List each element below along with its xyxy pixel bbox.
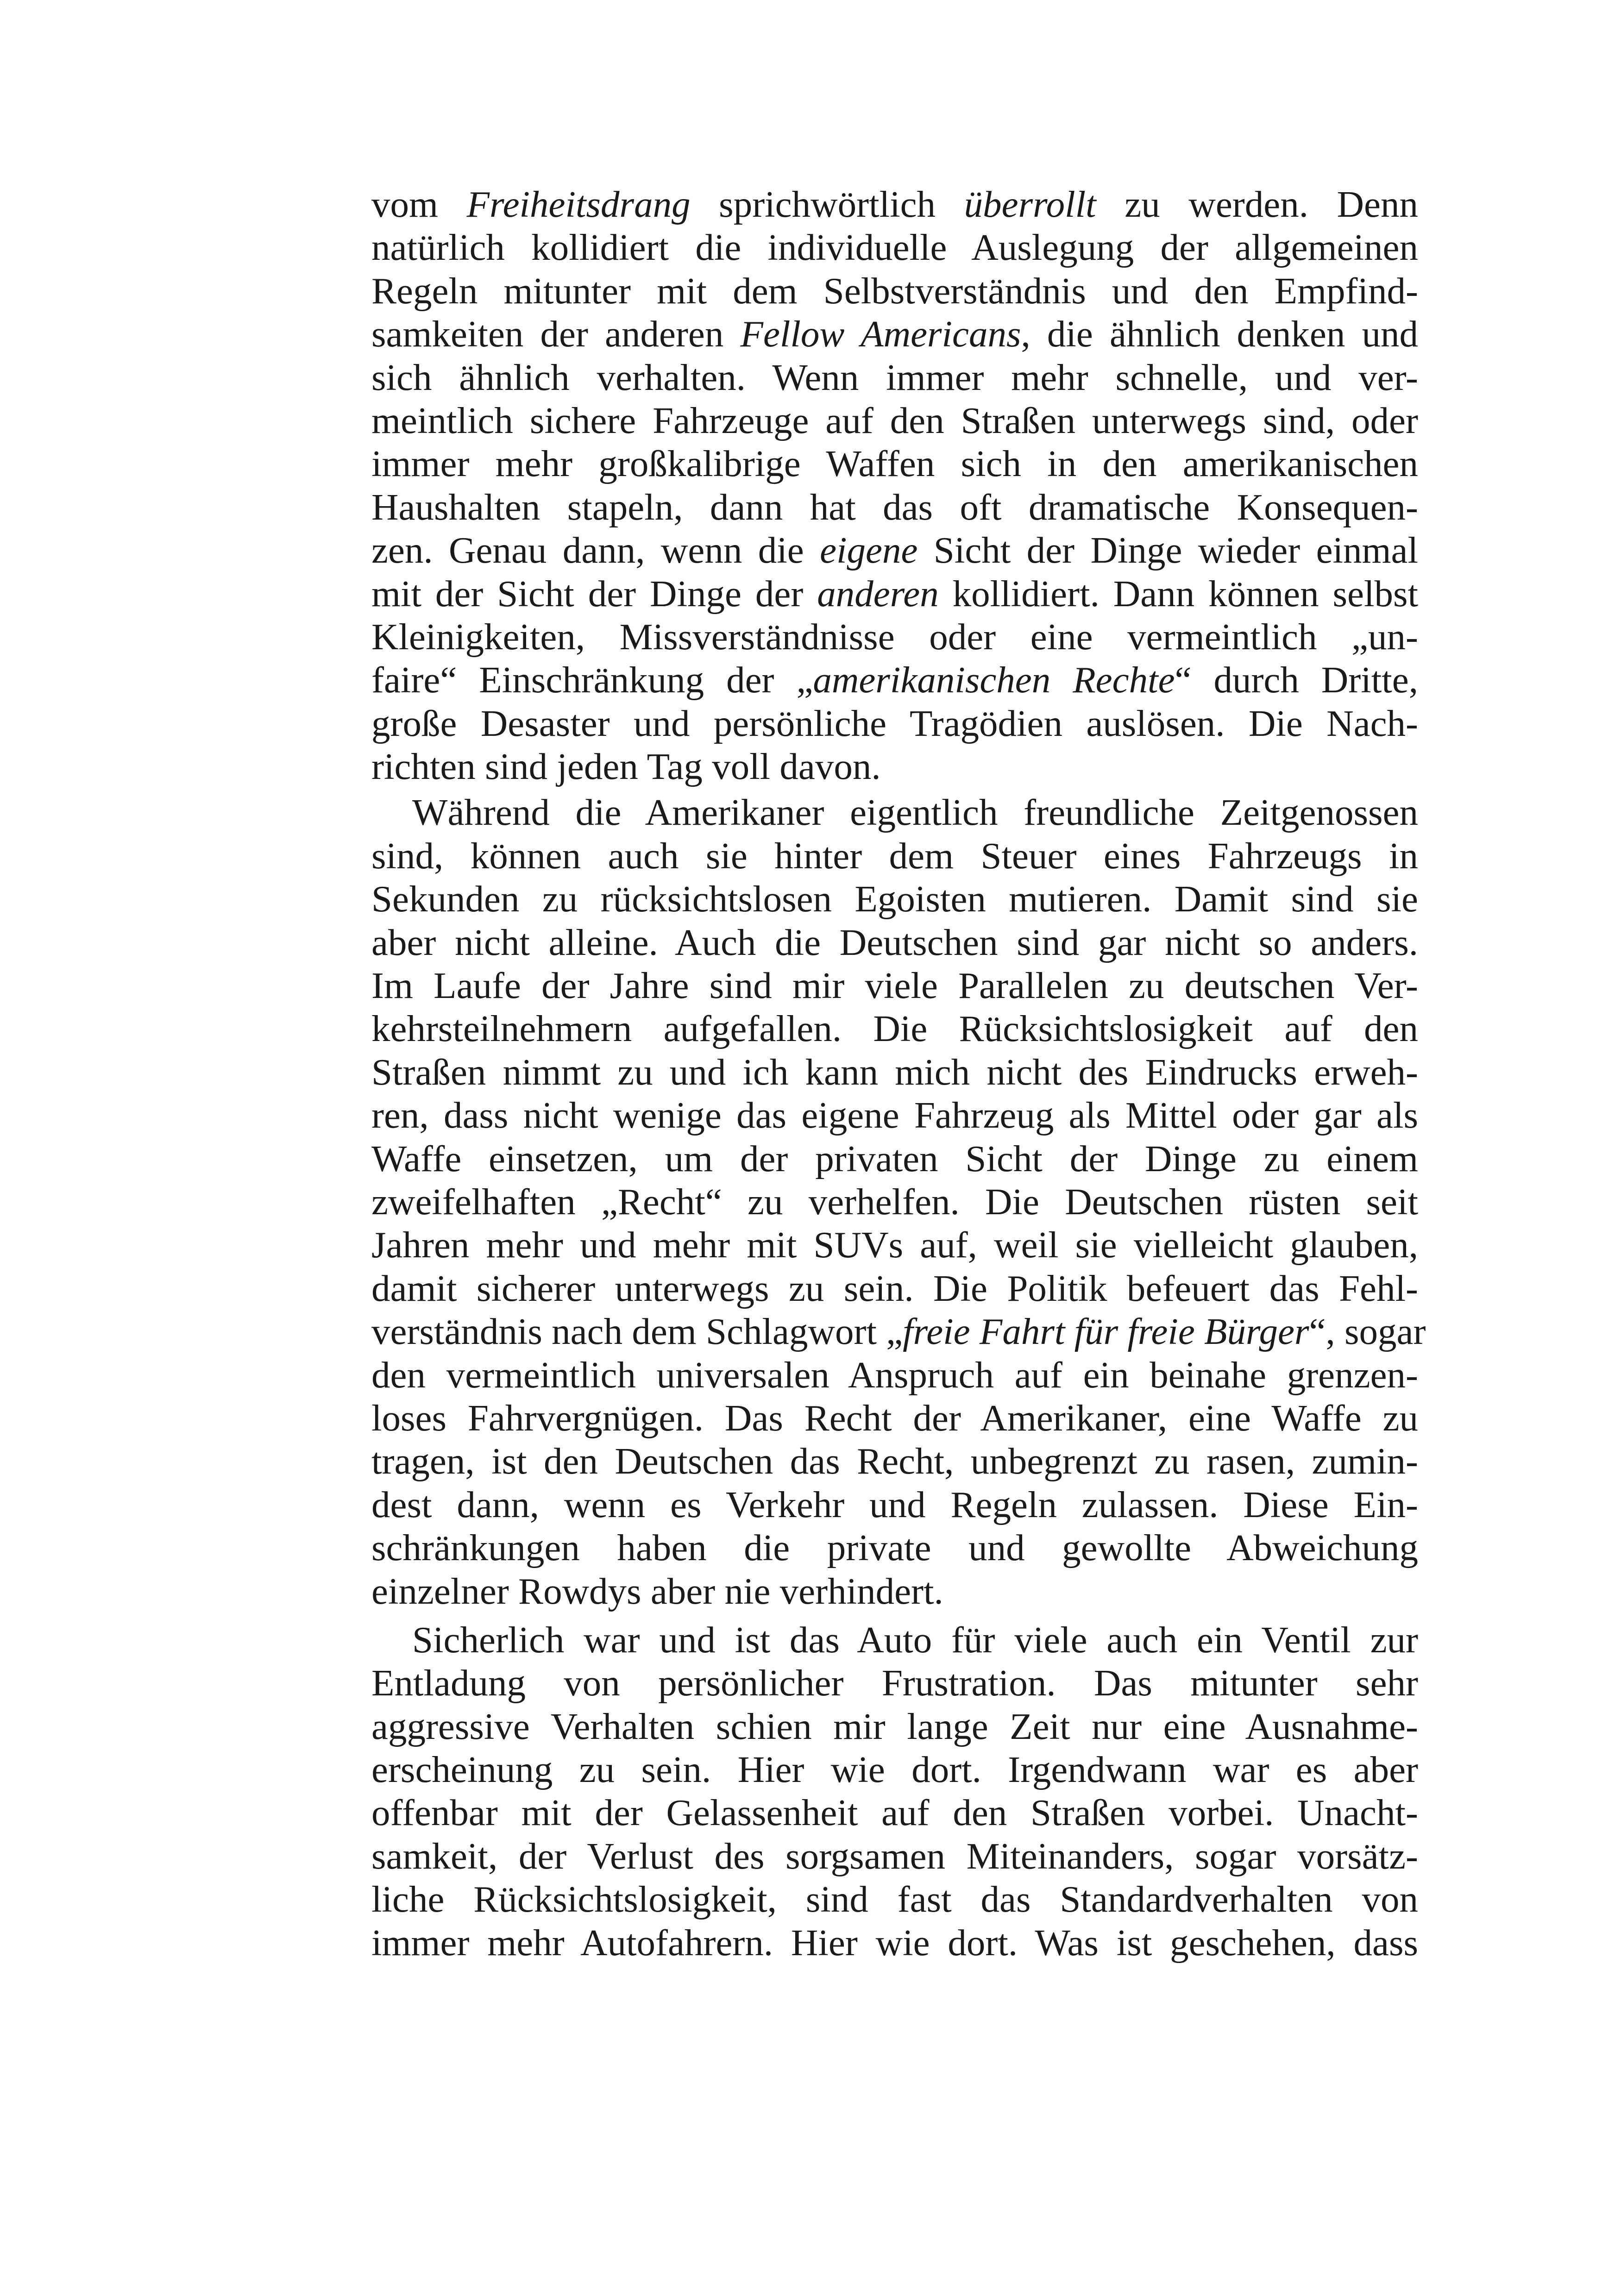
- text-line: [371, 1526, 1418, 1569]
- text-run: loses Fahrvergnügen. Das Recht der Amerikaner, eine Waffe zu: [371, 1397, 1418, 1439]
- text-line: [371, 1921, 1418, 1964]
- text-run: Sekunden zu rücksichtslosen Egoisten mutieren. Damit sind sie: [371, 878, 1418, 920]
- italic-run: amerikanischen Rechte: [813, 659, 1175, 701]
- text-run: Regeln mitunter mit dem Selbstverständnis und den Empfind-: [371, 270, 1418, 312]
- italic-run: Freiheitsdrang: [466, 183, 691, 225]
- text-line: [371, 572, 1418, 615]
- text-run: tragen, ist den Deutschen das Recht, unbegrenzt zu rasen, zumin-: [371, 1440, 1418, 1482]
- italic-run: überrollt: [964, 183, 1096, 225]
- text-run: sich ähnlich verhalten. Wenn immer mehr schnelle, und ver-: [371, 356, 1418, 398]
- italic-run: Fellow Americans: [740, 313, 1021, 355]
- text-line: [371, 1705, 1418, 1748]
- text-run: natürlich kollidiert die individuelle Auslegung der allgemeinen: [371, 226, 1418, 269]
- text-line: [371, 399, 1418, 442]
- text-line: [371, 1007, 1418, 1050]
- text-line: [371, 1791, 1418, 1834]
- paragraph: [371, 183, 1418, 788]
- text-run: Jahren mehr und mehr mit SUVs auf, weil sie vielleicht glauben,: [371, 1224, 1418, 1266]
- text-line: [371, 1354, 1418, 1397]
- text-line: [371, 1180, 1418, 1223]
- italic-run: eigene: [820, 529, 918, 571]
- text-line: [371, 529, 1418, 572]
- paragraph: [371, 791, 1426, 1612]
- text-run: Haushalten stapeln, dann hat das oft dramatische Konsequen-: [371, 486, 1418, 528]
- text-run: sprichwörtlich: [690, 183, 964, 225]
- text-line: [371, 1662, 1418, 1705]
- text-line: [371, 183, 1418, 226]
- text-run: den vermeintlich universalen Anspruch auf ein beinahe grenzen-: [371, 1354, 1418, 1396]
- text-line: [371, 1440, 1418, 1483]
- text-run: verständnis nach dem Schlagwort „: [371, 1311, 903, 1353]
- text-run: richten sind jeden Tag voll davon.: [371, 746, 881, 788]
- text-run: damit sicherer unterwegs zu sein. Die Politik befeuert das Fehl-: [371, 1267, 1418, 1309]
- text-line: [371, 1051, 1418, 1094]
- text-run: dest dann, wenn es Verkehr und Regeln zulassen. Diese Ein-: [371, 1483, 1418, 1525]
- text-line: [371, 1748, 1418, 1791]
- text-line: [371, 1483, 1418, 1526]
- text-run: immer mehr großkalibrige Waffen sich in den amerikanischen: [371, 443, 1418, 485]
- text-run: einzelner Rowdys aber nie verhindert.: [371, 1570, 943, 1612]
- text-line: [371, 1094, 1418, 1137]
- text-line: [371, 442, 1418, 485]
- text-run: erscheinung zu sein. Hier wie dort. Irgendwann war es aber: [371, 1749, 1418, 1791]
- text-run: Im Laufe der Jahre sind mir viele Parallelen zu deutschen Ver-: [371, 965, 1418, 1007]
- text-line: [371, 745, 1418, 788]
- text-run: Während die Amerikaner eigentlich freundliche Zeitgenossen: [412, 791, 1418, 834]
- text-run: sind, können auch sie hinter dem Steuer eines Fahrzeugs in: [371, 834, 1418, 877]
- text-run: mit der Sicht der Dinge der: [371, 572, 817, 615]
- text-run: samkeiten der anderen: [371, 313, 741, 355]
- text-run: , die ähnlich denken und: [1021, 313, 1418, 355]
- text-line: [371, 313, 1418, 356]
- text-run: faire“ Einschränkung der „: [371, 659, 813, 701]
- text-run: Waffe einsetzen, um der privaten Sicht der Dinge zu einem: [371, 1137, 1418, 1179]
- text-line: [371, 702, 1418, 745]
- text-run: aber nicht alleine. Auch die Deutschen sind gar nicht so anders.: [371, 921, 1418, 963]
- text-line: [371, 1618, 1418, 1662]
- text-line: [371, 1397, 1418, 1440]
- text-line: [371, 1267, 1418, 1310]
- text-line: [371, 270, 1418, 313]
- paragraph: [371, 1618, 1418, 1964]
- text-line: [371, 834, 1418, 878]
- text-line: [371, 1570, 1418, 1613]
- italic-run: anderen: [817, 572, 939, 615]
- text-line: [371, 1878, 1418, 1921]
- text-run: zweifelhaften „Recht“ zu verhelfen. Die Deutschen rüsten seit: [371, 1180, 1418, 1223]
- text-run: Kleinigkeiten, Missverständnisse oder eine vermeintlich „un-: [371, 615, 1418, 658]
- text-run: “ durch Dritte,: [1175, 659, 1418, 701]
- text-line: [371, 921, 1418, 964]
- text-run: liche Rücksichtslosigkeit, sind fast das Standardverhalten von: [371, 1878, 1418, 1920]
- text-run: kollidiert. Dann können selbst: [938, 572, 1418, 615]
- text-run: zu werden. Denn: [1096, 183, 1418, 225]
- text-line: [371, 964, 1418, 1007]
- text-line: [371, 791, 1418, 834]
- text-line: [371, 1310, 1426, 1353]
- italic-run: freie Fahrt für freie Bürger: [903, 1311, 1309, 1353]
- text-run: Straßen nimmt zu und ich kann mich nicht des Eindrucks erweh-: [371, 1051, 1418, 1093]
- text-line: [371, 659, 1418, 702]
- text-line: [371, 1223, 1418, 1267]
- text-line: [371, 486, 1418, 529]
- text-run: Sicht der Dinge wieder einmal: [917, 529, 1418, 571]
- text-run: große Desaster und persönliche Tragödien auslösen. Die Nach-: [371, 702, 1418, 744]
- body-text: [371, 183, 1426, 1964]
- text-run: immer mehr Autofahrern. Hier wie dort. Was ist geschehen, dass: [371, 1921, 1418, 1964]
- text-run: aggressive Verhalten schien mir lange Zeit nur eine Ausnahme-: [371, 1705, 1418, 1747]
- text-line: [371, 615, 1418, 659]
- text-run: Sicherlich war und ist das Auto für viele auch ein Ventil zur: [412, 1618, 1418, 1661]
- text-line: [371, 1835, 1418, 1878]
- text-line: [371, 356, 1418, 399]
- text-run: ren, dass nicht wenige das eigene Fahrzeug als Mittel oder gar als: [371, 1094, 1418, 1136]
- text-run: kehrsteilnehmern aufgefallen. Die Rücksichtslosigkeit auf den: [371, 1008, 1418, 1050]
- text-run: “, sogar: [1309, 1311, 1426, 1353]
- text-line: [371, 878, 1418, 921]
- text-line: [371, 226, 1418, 269]
- text-run: vom: [371, 183, 467, 225]
- text-run: schränkungen haben die private und gewollte Abweichung: [371, 1527, 1418, 1569]
- text-run: Entladung von persönlicher Frustration. Das mitunter sehr: [371, 1662, 1418, 1704]
- text-run: offenbar mit der Gelassenheit auf den Straßen vorbei. Unacht-: [371, 1792, 1418, 1834]
- text-run: zen. Genau dann, wenn die: [371, 529, 820, 571]
- text-line: [371, 1137, 1418, 1180]
- text-run: samkeit, der Verlust des sorgsamen Miteinanders, sogar vorsätz-: [371, 1835, 1418, 1877]
- text-run: meintlich sichere Fahrzeuge auf den Straßen unterwegs sind, oder: [371, 399, 1418, 441]
